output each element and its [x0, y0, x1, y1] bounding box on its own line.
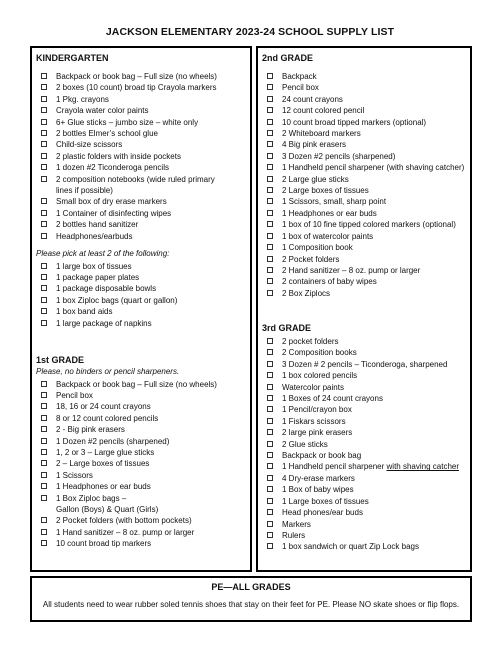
- list-item: 2 boxes (10 count) broad tip Crayola markers: [36, 82, 248, 93]
- list-item: 1 large box of tissues: [36, 261, 248, 272]
- list-item: Child-size scissors: [36, 139, 248, 150]
- list-item: 12 count colored pencil: [262, 105, 468, 116]
- list-item: 1 Box Ziploc bags –: [36, 493, 248, 504]
- third-grade-heading: 3rd GRADE: [262, 323, 312, 333]
- list-item: 2 Whiteboard markers: [262, 128, 468, 139]
- list-item: 2 Large boxes of tissues: [262, 185, 468, 196]
- left-column-box: [30, 46, 252, 572]
- pe-text: All students need to wear rubber soled tennis shoes that stay on their feet for PE. Please NO skate shoes or flip flops.: [42, 600, 460, 609]
- list-item: 4 Dry-erase markers: [262, 473, 468, 484]
- list-item-continuation: Gallon (Boys) & Quart (Girls): [56, 504, 159, 514]
- list-item: Watercolor paints: [262, 382, 468, 393]
- list-item: 1 large package of napkins: [36, 318, 248, 329]
- list-item: 2 large pink erasers: [262, 427, 468, 438]
- list-item: Backpack: [262, 71, 468, 82]
- list-item: 2 composition notebooks (wide ruled primary: [36, 174, 248, 185]
- list-item: 1 Handheld pencil sharpener (with shaving catcher): [262, 162, 468, 173]
- list-item: Crayola water color paints: [36, 105, 248, 116]
- list-item: 10 count broad tip markers: [36, 538, 248, 549]
- list-item: 1 box sandwich or quart Zip Lock bags: [262, 541, 468, 552]
- list-item: 2 - Big pink erasers: [36, 424, 248, 435]
- list-item: 2 – Large boxes of tissues: [36, 458, 248, 469]
- list-item: 2 plastic folders with inside pockets: [36, 151, 248, 162]
- list-item: 2 Pocket folders (with bottom pockets): [36, 515, 248, 526]
- list-item: Rulers: [262, 530, 468, 541]
- list-item: 1, 2 or 3 – Large glue sticks: [36, 447, 248, 458]
- list-item: 1 Dozen #2 pencils (sharpened): [36, 436, 248, 447]
- second-grade-section: [262, 53, 468, 299]
- list-item: 3 Dozen #2 pencils (sharpened): [262, 151, 468, 162]
- list-item: 2 Box Ziplocs: [262, 288, 468, 299]
- list-item: 1 box of 10 fine tipped colored markers (optional): [262, 219, 468, 230]
- list-item: Backpack or book bag: [262, 450, 468, 461]
- list-item: 1 Scissors: [36, 470, 248, 481]
- list-item: 2 containers of baby wipes: [262, 276, 468, 287]
- second-grade-heading: 2nd GRADE: [262, 53, 314, 63]
- kindergarten-section: [36, 53, 248, 329]
- list-item: 18, 16 or 24 count crayons: [36, 401, 248, 412]
- list-item: 1 dozen #2 Ticonderoga pencils: [36, 162, 248, 173]
- list-item: 1 Headphones or ear buds: [262, 208, 468, 219]
- list-item: 4 Big pink erasers: [262, 139, 468, 150]
- list-item: 1 Headphones or ear buds: [36, 481, 248, 492]
- second-grade-list: [262, 71, 468, 299]
- pe-heading: PE—ALL GRADES: [211, 582, 291, 592]
- list-item: 1 box of watercolor paints: [262, 231, 468, 242]
- kindergarten-optional-note: Please pick at least 2 of the following:: [36, 249, 170, 259]
- list-item: 2 Composition books: [262, 347, 468, 358]
- list-item: 10 count broad tipped markers (optional): [262, 117, 468, 128]
- list-item: 3 Dozen # 2 pencils – Ticonderoga, sharpened: [262, 359, 468, 370]
- list-item: [262, 461, 468, 472]
- list-item: Headphones/earbuds: [36, 231, 248, 242]
- list-item: 1 Box of baby wipes: [262, 484, 468, 495]
- list-item: 2 pocket folders: [262, 336, 468, 347]
- list-item: 1 Boxes of 24 count crayons: [262, 393, 468, 404]
- list-item: 1 package disposable bowls: [36, 283, 248, 294]
- first-grade-note: Please, no binders or pencil sharpeners.: [36, 367, 180, 376]
- list-item: 2 Pocket folders: [262, 254, 468, 265]
- list-item: 24 count crayons: [262, 94, 468, 105]
- pe-box: [30, 576, 472, 622]
- list-item: 1 Pkg. crayons: [36, 94, 248, 105]
- list-item-continuation: lines if possible): [56, 186, 113, 196]
- list-item: 1 Large boxes of tissues: [262, 496, 468, 507]
- first-grade-heading: 1st GRADE: [36, 355, 85, 365]
- list-item: Backpack or book bag – Full size (no wheels): [36, 379, 248, 390]
- kindergarten-heading: KINDERGARTEN: [36, 53, 109, 63]
- third-grade-list: [262, 336, 468, 553]
- list-item: Head phones/ear buds: [262, 507, 468, 518]
- list-item: Small box of dry erase markers: [36, 196, 248, 207]
- sharpener-suffix-underlined: with shaving catcher: [386, 462, 460, 472]
- first-grade-section: [36, 355, 248, 550]
- kindergarten-list: [36, 71, 248, 242]
- list-item: 2 Hand sanitizer – 8 oz. pump or larger: [262, 265, 468, 276]
- kindergarten-optional-list: [36, 261, 248, 329]
- page-title: JACKSON ELEMENTARY 2023-24 SCHOOL SUPPLY LIST: [105, 26, 395, 38]
- list-item: 1 package paper plates: [36, 272, 248, 283]
- right-column-box: [256, 46, 472, 572]
- list-item: 1 Container of disinfecting wipes: [36, 208, 248, 219]
- list-item: 1 box colored pencils: [262, 370, 468, 381]
- sharpener-text: 1 Handheld pencil sharpener: [282, 462, 385, 472]
- list-item: 2 bottles hand sanitizer: [36, 219, 248, 230]
- list-item: 1 Hand sanitizer – 8 oz. pump or larger: [36, 527, 248, 538]
- list-item: Markers: [262, 519, 468, 530]
- third-grade-section: [262, 323, 468, 553]
- list-item: 1 Composition book: [262, 242, 468, 253]
- list-item: 2 Large glue sticks: [262, 174, 468, 185]
- list-item: 2 Glue sticks: [262, 439, 468, 450]
- list-item: 6+ Glue sticks – jumbo size – white only: [36, 117, 248, 128]
- first-grade-list: [36, 379, 248, 550]
- list-item: 8 or 12 count colored pencils: [36, 413, 248, 424]
- list-item: 2 bottles Elmer’s school glue: [36, 128, 248, 139]
- list-item: 1 box Ziploc bags (quart or gallon): [36, 295, 248, 306]
- list-item: 1 Scissors, small, sharp point: [262, 196, 468, 207]
- list-item: 1 Fiskars scissors: [262, 416, 468, 427]
- list-item: Pencil box: [36, 390, 248, 401]
- list-item: Pencil box: [262, 82, 468, 93]
- list-item: 1 box band aids: [36, 306, 248, 317]
- list-item: 1 Pencil/crayon box: [262, 404, 468, 415]
- list-item: Backpack or book bag – Full size (no wheels): [36, 71, 248, 82]
